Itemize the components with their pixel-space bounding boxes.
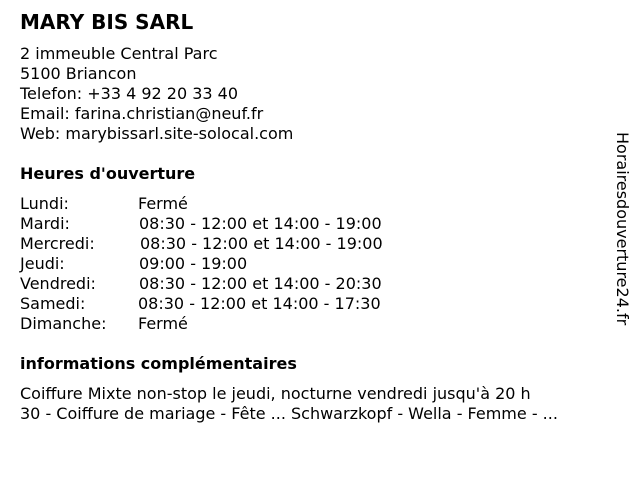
hours-row-jeudi xyxy=(20,254,440,274)
day-hours: 08:30 - 12:00 et 14:00 - 20:30 xyxy=(139,274,382,293)
business-name: MARY BIS SARL xyxy=(20,10,194,34)
day-hours: Fermé xyxy=(138,314,188,333)
info-line-2: 30 - Coiffure de mariage - Fête ... Schwarzkopf - Wella - Femme - ... xyxy=(20,404,558,423)
opening-hours-heading: Heures d'ouverture xyxy=(20,164,196,183)
day-label: Mardi: xyxy=(20,214,70,233)
info-line-1: Coiffure Mixte non-stop le jeudi, nocturne vendredi jusqu'à 20 h xyxy=(20,384,531,403)
hours-row-samedi xyxy=(20,294,440,314)
address-block xyxy=(20,44,293,144)
day-hours: 08:30 - 12:00 et 14:00 - 19:00 xyxy=(140,234,383,253)
address-city: 5100 Briancon xyxy=(20,64,137,83)
address-street: 2 immeuble Central Parc xyxy=(20,44,218,63)
day-label: Samedi: xyxy=(20,294,86,313)
hours-row-mercredi xyxy=(20,234,440,254)
day-hours: 08:30 - 12:00 et 14:00 - 19:00 xyxy=(139,214,382,233)
additional-info-heading: informations complémentaires xyxy=(20,354,297,373)
site-watermark: Horairesdouverture24.fr xyxy=(613,132,632,326)
day-label: Jeudi: xyxy=(20,254,65,273)
day-label: Dimanche: xyxy=(20,314,107,333)
opening-hours-table xyxy=(20,194,440,334)
day-label: Mercredi: xyxy=(20,234,95,253)
hours-row-vendredi xyxy=(20,274,440,294)
hours-row-dimanche xyxy=(20,314,440,334)
additional-info-text xyxy=(20,384,558,424)
day-label: Vendredi: xyxy=(20,274,96,293)
hours-row-lundi xyxy=(20,194,440,214)
hours-row-mardi xyxy=(20,214,440,234)
phone-number: Telefon: +33 4 92 20 33 40 xyxy=(20,84,239,103)
email-address: Email: farina.christian@neuf.fr xyxy=(20,104,264,123)
day-hours: 08:30 - 12:00 et 14:00 - 17:30 xyxy=(138,294,381,313)
day-hours: 09:00 - 19:00 xyxy=(139,254,248,273)
day-hours: Fermé xyxy=(138,194,188,213)
day-label: Lundi: xyxy=(20,194,69,213)
website: Web: marybissarl.site-solocal.com xyxy=(20,124,294,143)
